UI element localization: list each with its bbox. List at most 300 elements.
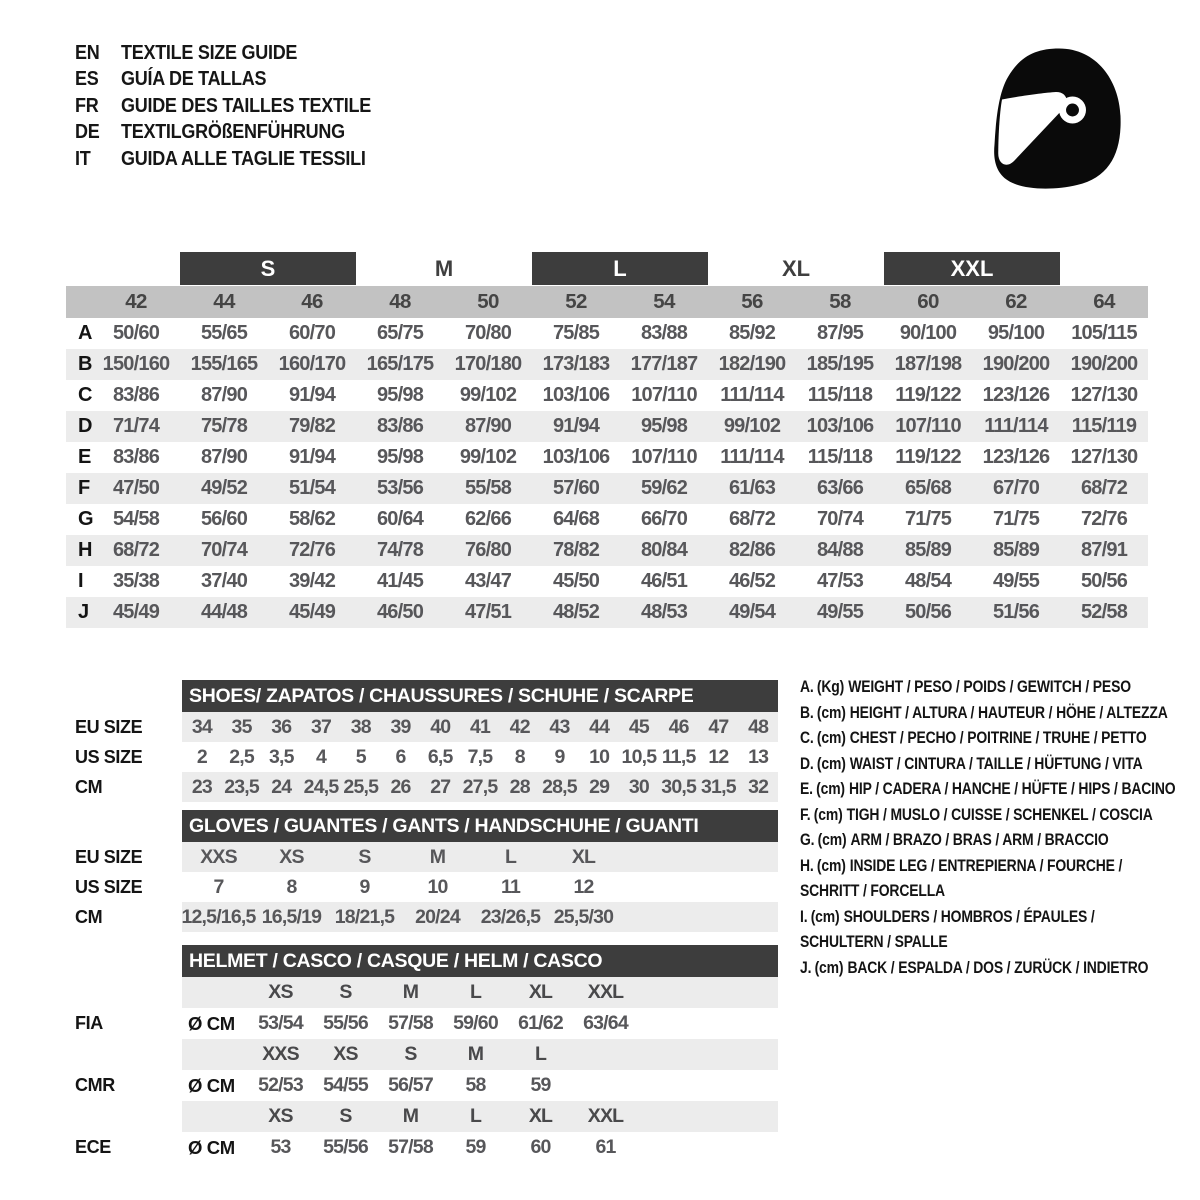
size-value: 127/130 [1070, 384, 1138, 406]
helmet-size: XXS [262, 1043, 299, 1065]
size-value: 127/130 [1070, 446, 1138, 468]
size-value: 123/126 [982, 384, 1050, 406]
size-value: 99/102 [459, 446, 517, 468]
size-value: 46/52 [728, 570, 776, 592]
size-value: 49/52 [200, 477, 248, 499]
size-value: 60/70 [288, 322, 336, 344]
legend-text: BACK / ESPALDA / DOS / ZURÜCK / INDIETRO [847, 957, 1149, 977]
size-row-i [66, 566, 1148, 597]
size-value: 49/55 [992, 570, 1040, 592]
size-value: 55/58 [464, 477, 512, 499]
size-value: 46/51 [640, 570, 688, 592]
value-cell: 13 [748, 745, 769, 768]
main-size-table [66, 252, 1148, 628]
legend-unit: (cm) [813, 804, 843, 824]
side-label-us-size: US SIZE [75, 746, 143, 767]
size-value: 107/110 [895, 415, 961, 437]
side-label-ece: ECE [75, 1137, 111, 1157]
helmet-size: S [339, 981, 352, 1003]
language-code: FR [75, 94, 99, 117]
value-cell: 2,5 [229, 745, 254, 768]
value-cell: S [358, 845, 371, 868]
size-value: 64/68 [552, 508, 600, 530]
size-value: 173/183 [542, 353, 610, 375]
size-value: 103/106 [542, 446, 610, 468]
size-column-header: 42 [125, 290, 147, 313]
legend-unit: (cm) [814, 957, 844, 977]
legend-text: HEIGHT / ALTURA / HAUTEUR / HÖHE / ALTEZZA [849, 702, 1168, 722]
legend-key: H. [800, 855, 814, 875]
size-value: 48/53 [640, 601, 688, 623]
size-value: 85/92 [728, 322, 776, 344]
size-value: 49/55 [816, 601, 864, 623]
value-cell: 12,5/16,5 [181, 905, 256, 928]
size-column-header: 50 [477, 290, 499, 313]
size-value: 71/75 [992, 508, 1040, 530]
legend-unit: (cm) [816, 779, 845, 798]
legend-key: E. [800, 779, 813, 798]
helmet-value: 59 [465, 1136, 486, 1158]
legend-unit: (cm) [816, 728, 846, 747]
size-column-header: 56 [741, 290, 763, 313]
legend-text: ARM / BRAZO / BRAS / ARM / BRACCIO [850, 830, 1109, 849]
legend-item [800, 853, 1128, 879]
value-cell: M [429, 845, 446, 868]
gloves-values-row [182, 872, 778, 902]
size-value: 49/54 [728, 601, 776, 623]
helmet-sizes-row [182, 1101, 778, 1132]
value-cell: 39 [390, 715, 411, 738]
value-cell: 10 [427, 875, 448, 898]
size-value: 78/82 [552, 539, 600, 561]
value-cell: 8 [286, 875, 297, 898]
gloves-values-row [182, 902, 778, 932]
size-value: 84/88 [816, 539, 864, 561]
size-value: 190/200 [982, 353, 1050, 375]
side-label-spacer [66, 1101, 182, 1132]
legend-item [800, 751, 1143, 777]
value-cell: L [504, 845, 517, 868]
size-value: 111/114 [720, 384, 784, 406]
helmet-size: S [404, 1043, 417, 1065]
diameter-unit: Ø CM [188, 1012, 235, 1034]
value-cell: XXS [200, 845, 237, 868]
size-value: 103/106 [542, 384, 610, 406]
value-cell: 32 [748, 775, 769, 798]
gloves-table [66, 810, 778, 932]
value-cell: 7,5 [467, 745, 493, 768]
size-value: 60/64 [376, 508, 424, 530]
legend-text-continued: SCHULTERN / SPALLE [800, 932, 948, 951]
value-cell: 4 [316, 745, 327, 768]
value-cell: 3,5 [268, 745, 294, 768]
value-cell: 8 [514, 745, 525, 768]
shoes-values-row [182, 712, 778, 742]
value-cell: 40 [430, 715, 451, 738]
value-cell: 42 [509, 715, 530, 738]
language-title: TEXTILE SIZE GUIDE [121, 41, 298, 64]
size-value: 70/74 [200, 539, 248, 561]
value-cell: 48 [748, 715, 769, 738]
size-value: 107/110 [631, 446, 697, 468]
side-label-eu-size: EU SIZE [75, 846, 143, 867]
legend-text: WEIGHT / PESO / POIDS / GEWITCH / PESO [848, 677, 1131, 696]
size-value: 46/50 [376, 601, 424, 623]
size-value: 74/78 [376, 539, 424, 561]
language-row [75, 93, 399, 120]
legend-key: G. [800, 830, 815, 849]
legend-text-continued: SCHRITT / FORCELLA [800, 881, 945, 900]
size-value: 83/86 [112, 384, 160, 406]
size-column-header: 54 [653, 290, 675, 313]
helmet-size: XL [528, 1105, 553, 1127]
helmet-value: 54/55 [323, 1074, 368, 1096]
size-value: 35/38 [112, 570, 160, 592]
size-column-header: 44 [213, 290, 235, 313]
size-value: 59/62 [640, 477, 688, 499]
size-value: 39/42 [288, 570, 336, 592]
size-value: 58/62 [288, 508, 336, 530]
size-rows [66, 318, 1148, 628]
value-cell: 29 [589, 775, 610, 798]
size-value: 95/98 [376, 446, 424, 468]
row-label: D [78, 415, 93, 437]
size-value: 103/106 [806, 415, 874, 437]
value-cell: 26 [390, 775, 411, 798]
size-value: 75/85 [552, 322, 600, 344]
size-column-header: 64 [1093, 290, 1115, 313]
legend-item [800, 904, 1128, 930]
helmet-size: M [402, 1105, 419, 1127]
size-value: 72/76 [288, 539, 336, 561]
value-cell: 23 [191, 775, 212, 798]
legend-text: HIP / CADERA / HANCHE / HÜFTE / HIPS / BACINO [849, 779, 1176, 798]
band-label-spacer [66, 286, 92, 318]
language-title: GUIDA ALLE TAGLIE TESSILI [121, 147, 366, 170]
value-cell: 10 [589, 745, 610, 768]
size-value: 48/52 [552, 601, 600, 623]
value-cell: 36 [271, 715, 292, 738]
size-value: 85/89 [904, 539, 952, 561]
value-cell: 28 [509, 775, 530, 798]
helmet-value: 57/58 [388, 1012, 433, 1034]
size-value: 91/94 [288, 384, 336, 406]
value-cell: 20/24 [415, 905, 460, 928]
legend-text: CHEST / PECHO / POITRINE / TRUHE / PETTO [849, 728, 1147, 747]
section-title-shoes: SHOES/ ZAPATOS / CHAUSSURES / SCHUHE / SCARPE [182, 680, 778, 712]
side-label-spacer [66, 810, 182, 842]
legend-key: J. [800, 957, 812, 977]
value-cell: 12 [573, 875, 594, 898]
size-column-header: 46 [301, 290, 323, 313]
size-value: 111/114 [984, 415, 1048, 437]
size-value: 65/68 [904, 477, 952, 499]
side-label-cm: CM [75, 776, 103, 797]
language-row [75, 120, 399, 147]
legend-key: I. [800, 906, 808, 926]
helmet-size: M [402, 981, 419, 1003]
legend-item [800, 700, 1168, 726]
legend-item [800, 827, 1128, 853]
helmet-size: XL [528, 981, 553, 1003]
language-code: ES [75, 68, 99, 91]
size-value: 76/80 [464, 539, 512, 561]
value-cell: 35 [231, 715, 252, 738]
value-cell: 30 [628, 775, 649, 798]
language-title: TEXTILGRÖßENFÜHRUNG [121, 121, 345, 144]
size-value: 56/60 [200, 508, 248, 530]
helmet-value: 61/62 [518, 1012, 563, 1034]
value-cell: 27 [430, 775, 451, 798]
size-value: 83/86 [376, 415, 424, 437]
helmet-values-row [182, 1008, 778, 1039]
unit-spacer [182, 1101, 248, 1132]
legend-key: A. [800, 677, 814, 696]
language-row [75, 40, 399, 67]
value-cell: XL [571, 845, 596, 868]
size-value: 90/100 [899, 322, 957, 344]
size-value: 45/49 [288, 601, 336, 623]
legend-unit: (Kg) [816, 677, 845, 696]
row-label: G [78, 508, 94, 530]
size-value: 115/118 [807, 384, 873, 406]
language-list [75, 40, 399, 173]
value-cell: 43 [549, 715, 570, 738]
size-value: 87/95 [816, 322, 864, 344]
size-value: 71/74 [112, 415, 160, 437]
helmet-size: L [469, 1105, 482, 1127]
legend-text: WAIST / CINTURA / TAILLE / HÜFTUNG / VITA [849, 753, 1143, 773]
size-value: 68/72 [112, 539, 160, 561]
size-value: 75/78 [200, 415, 248, 437]
helmet-value: 53 [270, 1136, 291, 1158]
size-value: 44/48 [200, 601, 248, 623]
size-value: 45/49 [112, 601, 160, 623]
size-column-header: 62 [1005, 290, 1027, 313]
size-value: 79/82 [288, 415, 336, 437]
size-value: 43/47 [464, 570, 512, 592]
legend-unit: (cm) [816, 702, 846, 722]
language-title: GUIDE DES TAILLES TEXTILE [121, 94, 371, 117]
size-row-b [66, 349, 1148, 380]
legend-item [800, 674, 1131, 700]
size-value: 99/102 [723, 415, 781, 437]
size-value: 68/72 [1080, 477, 1128, 499]
helmet-size: L [534, 1043, 547, 1065]
size-column-header: 60 [917, 290, 939, 313]
size-row-h [66, 535, 1148, 566]
size-row-f [66, 473, 1148, 504]
group-spacer [1060, 252, 1148, 285]
helmet-size: M [467, 1043, 484, 1065]
size-value: 99/102 [459, 384, 517, 406]
size-row-e [66, 442, 1148, 473]
size-row-j [66, 597, 1148, 628]
row-label: H [78, 539, 93, 561]
size-value: 119/122 [895, 384, 961, 406]
side-label-us-size: US SIZE [75, 876, 143, 897]
size-value: 70/80 [464, 322, 512, 344]
side-label-cm: CM [75, 906, 103, 927]
unit-spacer [182, 1039, 248, 1070]
helmet-size: XS [268, 981, 293, 1003]
value-cell: 46 [668, 715, 689, 738]
size-value: 87/91 [1080, 539, 1128, 561]
size-value: 47/53 [816, 570, 864, 592]
size-value: 41/45 [376, 570, 424, 592]
row-label: C [78, 384, 93, 406]
size-row-c [66, 380, 1148, 411]
size-group-row [66, 252, 1148, 285]
language-code: EN [75, 41, 100, 64]
size-value: 45/50 [552, 570, 600, 592]
row-label: J [78, 601, 90, 623]
size-value: 47/51 [464, 601, 512, 623]
helmet-size: XXL [587, 1105, 624, 1127]
legend-item [800, 725, 1147, 751]
value-cell: 5 [355, 745, 366, 768]
size-value: 50/56 [1080, 570, 1128, 592]
row-label: I [78, 570, 84, 592]
helmet-value: 53/54 [258, 1012, 303, 1034]
size-value: 68/72 [728, 508, 776, 530]
section-title-helmet: HELMET / CASCO / CASQUE / HELM / CASCO [182, 945, 778, 977]
size-value: 105/115 [1071, 322, 1137, 344]
helmet-size: L [469, 981, 482, 1003]
size-row-d [66, 411, 1148, 442]
helmet-values-row [182, 1132, 778, 1163]
value-cell: XS [279, 845, 304, 868]
language-row [75, 67, 399, 94]
size-value: 62/66 [464, 508, 512, 530]
size-value: 70/74 [816, 508, 864, 530]
helmet-size: XS [333, 1043, 358, 1065]
value-cell: 23,5 [224, 775, 259, 798]
helmet-table [66, 945, 778, 1163]
side-label-spacer [66, 1039, 182, 1070]
value-cell: 24 [271, 775, 292, 798]
size-group-xxl: XXL [884, 252, 1060, 285]
value-cell: 12 [708, 745, 729, 768]
size-value: 182/190 [718, 353, 786, 375]
value-cell: 23/26,5 [480, 905, 541, 928]
size-value: 185/195 [806, 353, 874, 375]
value-cell: 16,5/19 [261, 905, 322, 928]
value-cell: 11 [500, 875, 520, 898]
size-value: 187/198 [894, 353, 962, 375]
size-column-header: 48 [389, 290, 411, 313]
gloves-values-row [182, 842, 778, 872]
size-value: 95/98 [640, 415, 688, 437]
value-cell: 9 [359, 875, 370, 898]
section-title-gloves: GLOVES / GUANTES / GANTS / HANDSCHUHE / GUANTI [182, 810, 778, 842]
legend-text: TIGH / MUSLO / CUISSE / SCHENKEL / COSCIA [846, 804, 1153, 824]
helmet-value: 58 [465, 1074, 486, 1096]
value-cell: 11,5 [661, 745, 696, 768]
helmet-value: 55/56 [323, 1012, 368, 1034]
size-value: 71/75 [904, 508, 952, 530]
group-spacer [92, 252, 180, 285]
legend-key: D. [800, 753, 814, 773]
helmet-value: 61 [595, 1136, 616, 1158]
side-label-cmr: CMR [75, 1075, 115, 1095]
shoes-values-row [182, 772, 778, 802]
size-group-xl: XL [781, 255, 811, 281]
helmet-value: 56/57 [388, 1074, 433, 1096]
size-value: 37/40 [200, 570, 248, 592]
size-value: 95/98 [376, 384, 424, 406]
size-value: 50/60 [112, 322, 160, 344]
size-value: 177/187 [630, 353, 698, 375]
helmet-value: 59/60 [453, 1012, 498, 1034]
size-column-header: 52 [565, 290, 587, 313]
size-value: 51/54 [288, 477, 336, 499]
diameter-unit: Ø CM [188, 1136, 235, 1158]
size-value: 160/170 [278, 353, 346, 375]
size-value: 87/90 [464, 415, 512, 437]
size-value: 47/50 [112, 477, 160, 499]
value-cell: 31,5 [701, 775, 736, 798]
size-value: 72/76 [1080, 508, 1128, 530]
size-value: 55/65 [200, 322, 248, 344]
legend-item [800, 955, 1149, 981]
size-value: 61/63 [728, 477, 776, 499]
legend-item [800, 802, 1153, 828]
helmet-sizes-row [182, 1039, 778, 1070]
size-value: 63/66 [816, 477, 864, 499]
value-cell: 25,5 [343, 775, 379, 798]
language-code: DE [75, 121, 100, 144]
helmet-size: XS [268, 1105, 293, 1127]
size-value: 123/126 [982, 446, 1050, 468]
size-number-row [66, 286, 1148, 318]
measurement-legend [800, 674, 1200, 980]
size-group-l: L [532, 252, 708, 285]
helmet-sizes-row [182, 977, 778, 1008]
helmet-value: 52/53 [258, 1074, 303, 1096]
legend-text: INSIDE LEG / ENTREPIERNA / FOURCHE / [849, 855, 1123, 875]
size-value: 170/180 [454, 353, 522, 375]
size-value: 85/89 [992, 539, 1040, 561]
row-label: F [78, 477, 91, 499]
value-cell: 6 [395, 745, 406, 768]
helmet-values-row [182, 1070, 778, 1101]
size-value: 57/60 [552, 477, 600, 499]
size-row-a [66, 318, 1148, 349]
side-label-spacer [66, 977, 182, 1008]
size-value: 66/70 [640, 508, 688, 530]
size-value: 50/56 [904, 601, 952, 623]
size-value: 91/94 [288, 446, 336, 468]
legend-unit: (cm) [816, 753, 846, 773]
legend-unit: (cm) [816, 855, 846, 875]
value-cell: 27,5 [462, 775, 498, 798]
size-value: 165/175 [366, 353, 434, 375]
size-value: 155/165 [190, 353, 258, 375]
value-cell: 44 [589, 715, 610, 738]
diameter-unit: Ø CM [188, 1074, 235, 1096]
shoes-table [66, 680, 778, 802]
value-cell: 28,5 [542, 775, 577, 798]
value-cell: 2 [196, 745, 207, 768]
size-value: 91/94 [552, 415, 600, 437]
legend-key: B. [800, 702, 814, 722]
size-value: 67/70 [992, 477, 1040, 499]
helmet-value: 59 [530, 1074, 551, 1096]
helmet-value: 57/58 [388, 1136, 433, 1158]
language-row [75, 146, 399, 173]
value-cell: 18/21,5 [334, 905, 395, 928]
